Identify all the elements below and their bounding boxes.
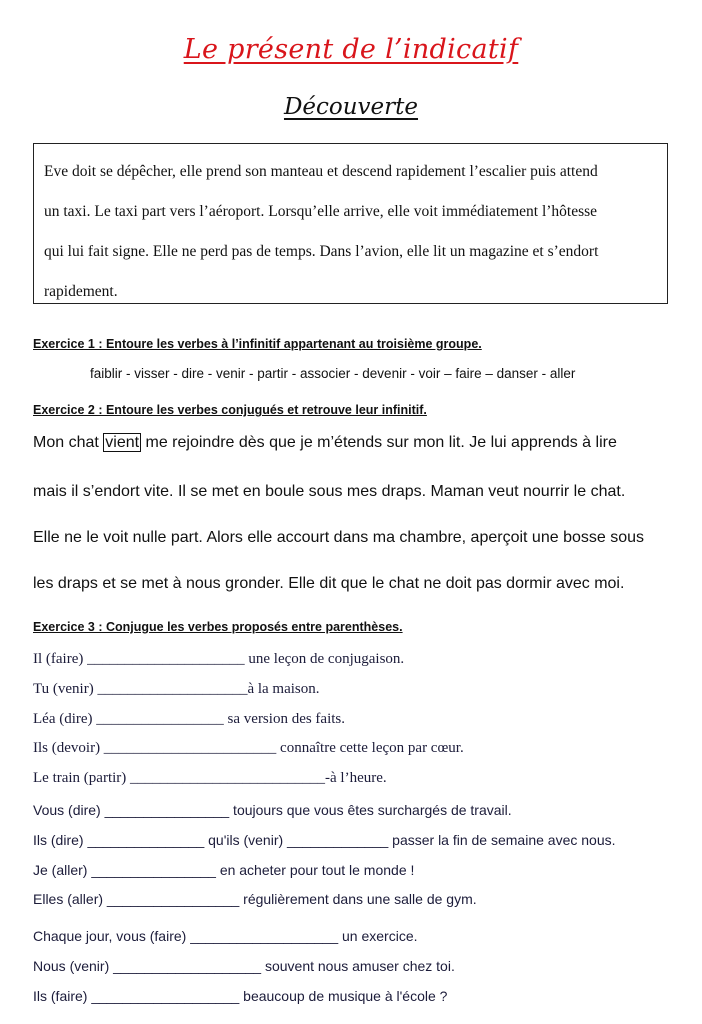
exercise3-sentence: Le train (partir) __________________________-à l’heure. xyxy=(33,770,387,786)
exercise3-sentence: Chaque jour, vous (faire) ___________________ un exercice. xyxy=(33,928,418,944)
exercise1-verb-list: faiblir - visser - dire - venir - partir - associer - devenir - voir – faire – danser - aller xyxy=(90,366,576,381)
exercise2-line: mais il s’endort vite. Il se met en boule sous mes draps. Maman veut nourrir le chat. xyxy=(33,483,626,500)
exercise2-line xyxy=(33,434,617,452)
exercise3-sentence: Je (aller) ________________ en acheter pour tout le monde ! xyxy=(33,862,415,878)
exercise2-title: Exercice 2 : Entoure les verbes conjugués et retrouve leur infinitif. xyxy=(33,403,427,417)
exercise3-sentence: Ils (dire) _______________ qu'ils (venir) _____________ passer la fin de semaine avec nous. xyxy=(33,832,616,848)
exercise2-text: me rejoindre dès que je m’étends sur mon lit. Je lui apprends à lire xyxy=(141,434,617,451)
exercise3-sentence: Tu (venir) ____________________à la maison. xyxy=(33,681,320,697)
exercise2-text: Mon chat xyxy=(33,434,104,451)
exercise3-sentence: Il (faire) _____________________ une leçon de conjugaison. xyxy=(33,651,405,667)
exercise3-sentence: Nous (venir) ___________________ souvent nous amuser chez toi. xyxy=(33,958,455,974)
discovery-line: rapidement. xyxy=(44,283,118,300)
discovery-line: qui lui fait signe. Elle ne perd pas de temps. Dans l’avion, elle lit un magazine et s’endort xyxy=(44,243,599,260)
discovery-line: un taxi. Le taxi part vers l’aéroport. Lorsqu’elle arrive, elle voit immédiatement l’hôtesse xyxy=(44,203,598,220)
exercise3-sentence: Léa (dire) _________________ sa version des faits. xyxy=(33,711,346,727)
exercise2-line: les draps et se met à nous gronder. Elle dit que le chat ne doit pas dormir avec moi. xyxy=(33,575,625,592)
exercise1-title: Exercice 1 : Entoure les verbes à l’infinitif appartenant au troisième groupe. xyxy=(33,337,482,351)
circled-verb: vient xyxy=(105,434,140,451)
discovery-text-box xyxy=(33,143,668,304)
exercise3-sentence: Elles (aller) _________________ régulièrement dans une salle de gym. xyxy=(33,891,477,907)
discovery-line: Eve doit se dépêcher, elle prend son manteau et descend rapidement l’escalier puis attend xyxy=(44,163,598,180)
section-subtitle: Découverte xyxy=(283,94,419,120)
exercise2-line: Elle ne le voit nulle part. Alors elle accourt dans ma chambre, aperçoit une bosse sous xyxy=(33,529,644,546)
exercise3-title: Exercice 3 : Conjugue les verbes proposés entre parenthèses. xyxy=(33,620,403,634)
exercise3-sentence: Vous (dire) ________________ toujours que vous êtes surchargés de travail. xyxy=(33,802,512,818)
exercise3-sentence: Ils (faire) ___________________ beaucoup de musique à l'école ? xyxy=(33,988,448,1004)
worksheet-title: Le présent de l’indicatif xyxy=(183,34,519,65)
exercise3-sentence: Ils (devoir) _______________________ connaître cette leçon par cœur. xyxy=(33,740,464,756)
